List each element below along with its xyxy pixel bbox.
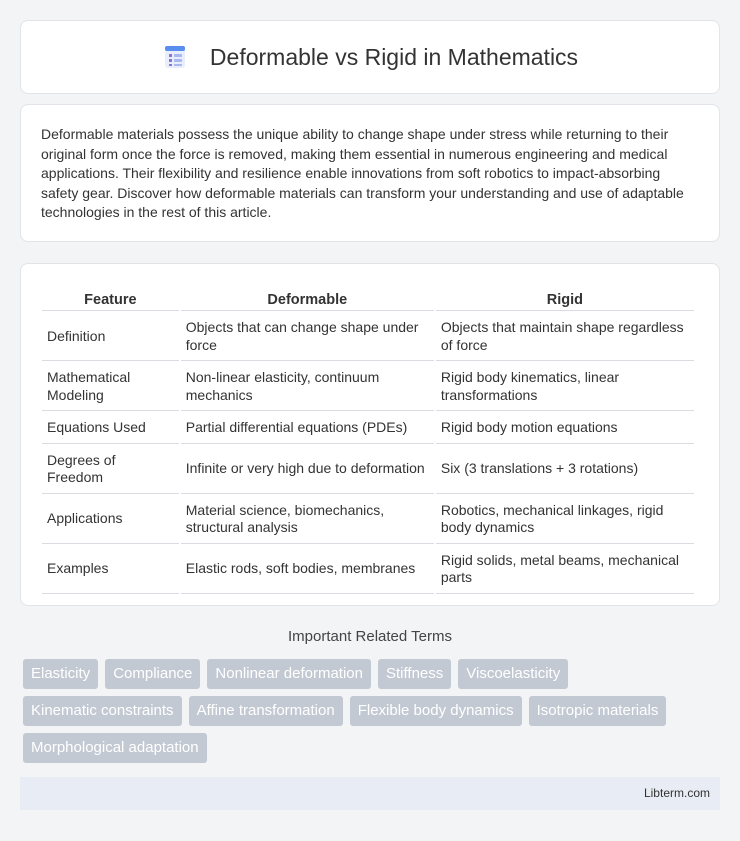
table-row xyxy=(42,363,694,411)
tag-isotropic-materials[interactable]: Isotropic materials xyxy=(529,696,667,726)
tag-compliance[interactable]: Compliance xyxy=(105,659,200,689)
table-cell-rigid: Rigid solids, metal beams, mechanical parts xyxy=(436,546,694,594)
table-cell-deformable: Objects that can change shape under force xyxy=(181,313,434,361)
comparison-table xyxy=(40,285,696,596)
table-cell-rigid: Rigid body motion equations xyxy=(436,413,694,444)
table-cell-rigid: Rigid body kinematics, linear transformations xyxy=(436,363,694,411)
table-cell-deformable: Partial differential equations (PDEs) xyxy=(181,413,434,444)
footer-site-link[interactable]: Libterm.com xyxy=(643,786,710,800)
table-cell-feature: Examples xyxy=(42,546,179,594)
table-cell-feature: Mathematical Modeling xyxy=(42,363,179,411)
related-terms-title: Important Related Terms xyxy=(288,628,452,645)
tag-kinematic-constraints[interactable]: Kinematic constraints xyxy=(23,696,182,726)
table-cell-rigid: Objects that maintain shape regardless of force xyxy=(436,313,694,361)
table-header-row xyxy=(42,287,694,311)
table-cell-rigid: Six (3 translations + 3 rotations) xyxy=(436,446,694,494)
tag-nonlinear-deformation[interactable]: Nonlinear deformation xyxy=(207,659,371,689)
table-cell-rigid: Robotics, mechanical linkages, rigid body dynamics xyxy=(436,496,694,544)
column-header-feature: Feature xyxy=(42,287,179,311)
related-terms-list xyxy=(23,659,723,763)
table-cell-deformable: Material science, biomechanics, structural analysis xyxy=(181,496,434,544)
footer xyxy=(20,777,720,810)
table-cell-feature: Applications xyxy=(42,496,179,544)
table-cell-deformable: Non-linear elasticity, continuum mechanics xyxy=(181,363,434,411)
column-header-deformable: Deformable xyxy=(181,287,434,311)
table-cell-feature: Equations Used xyxy=(42,413,179,444)
tag-elasticity[interactable]: Elasticity xyxy=(23,659,98,689)
table-cell-feature: Degrees of Freedom xyxy=(42,446,179,494)
tag-flexible-body-dynamics[interactable]: Flexible body dynamics xyxy=(350,696,522,726)
column-header-rigid: Rigid xyxy=(436,287,694,311)
page-title: Deformable vs Rigid in Mathematics xyxy=(209,43,579,70)
table-cell-deformable: Elastic rods, soft bodies, membranes xyxy=(181,546,434,594)
intro-card xyxy=(20,104,720,242)
table-row xyxy=(42,313,694,361)
table-cell-feature: Definition xyxy=(42,313,179,361)
table-row xyxy=(42,446,694,494)
tag-viscoelasticity[interactable]: Viscoelasticity xyxy=(458,659,568,689)
document-list-icon xyxy=(162,44,188,70)
tag-morphological-adaptation[interactable]: Morphological adaptation xyxy=(23,733,207,763)
comparison-card xyxy=(20,263,720,606)
table-row xyxy=(42,546,694,594)
tag-affine-transformation[interactable]: Affine transformation xyxy=(189,696,343,726)
table-cell-deformable: Infinite or very high due to deformation xyxy=(181,446,434,494)
header-card xyxy=(20,20,720,94)
table-row xyxy=(42,496,694,544)
intro-text: Deformable materials possess the unique ability to change shape under stress while returning to their original form once the force is removed, making them essential in numerous engineering and medical applications. Their flexibility and resilience enable innovations from soft robotics to impact-absorbing safety gear. Discover how deformable materials can transform your understanding and use of adaptable technologies in the rest of this article. xyxy=(41,126,684,221)
tag-stiffness[interactable]: Stiffness xyxy=(378,659,451,689)
table-row xyxy=(42,413,694,444)
